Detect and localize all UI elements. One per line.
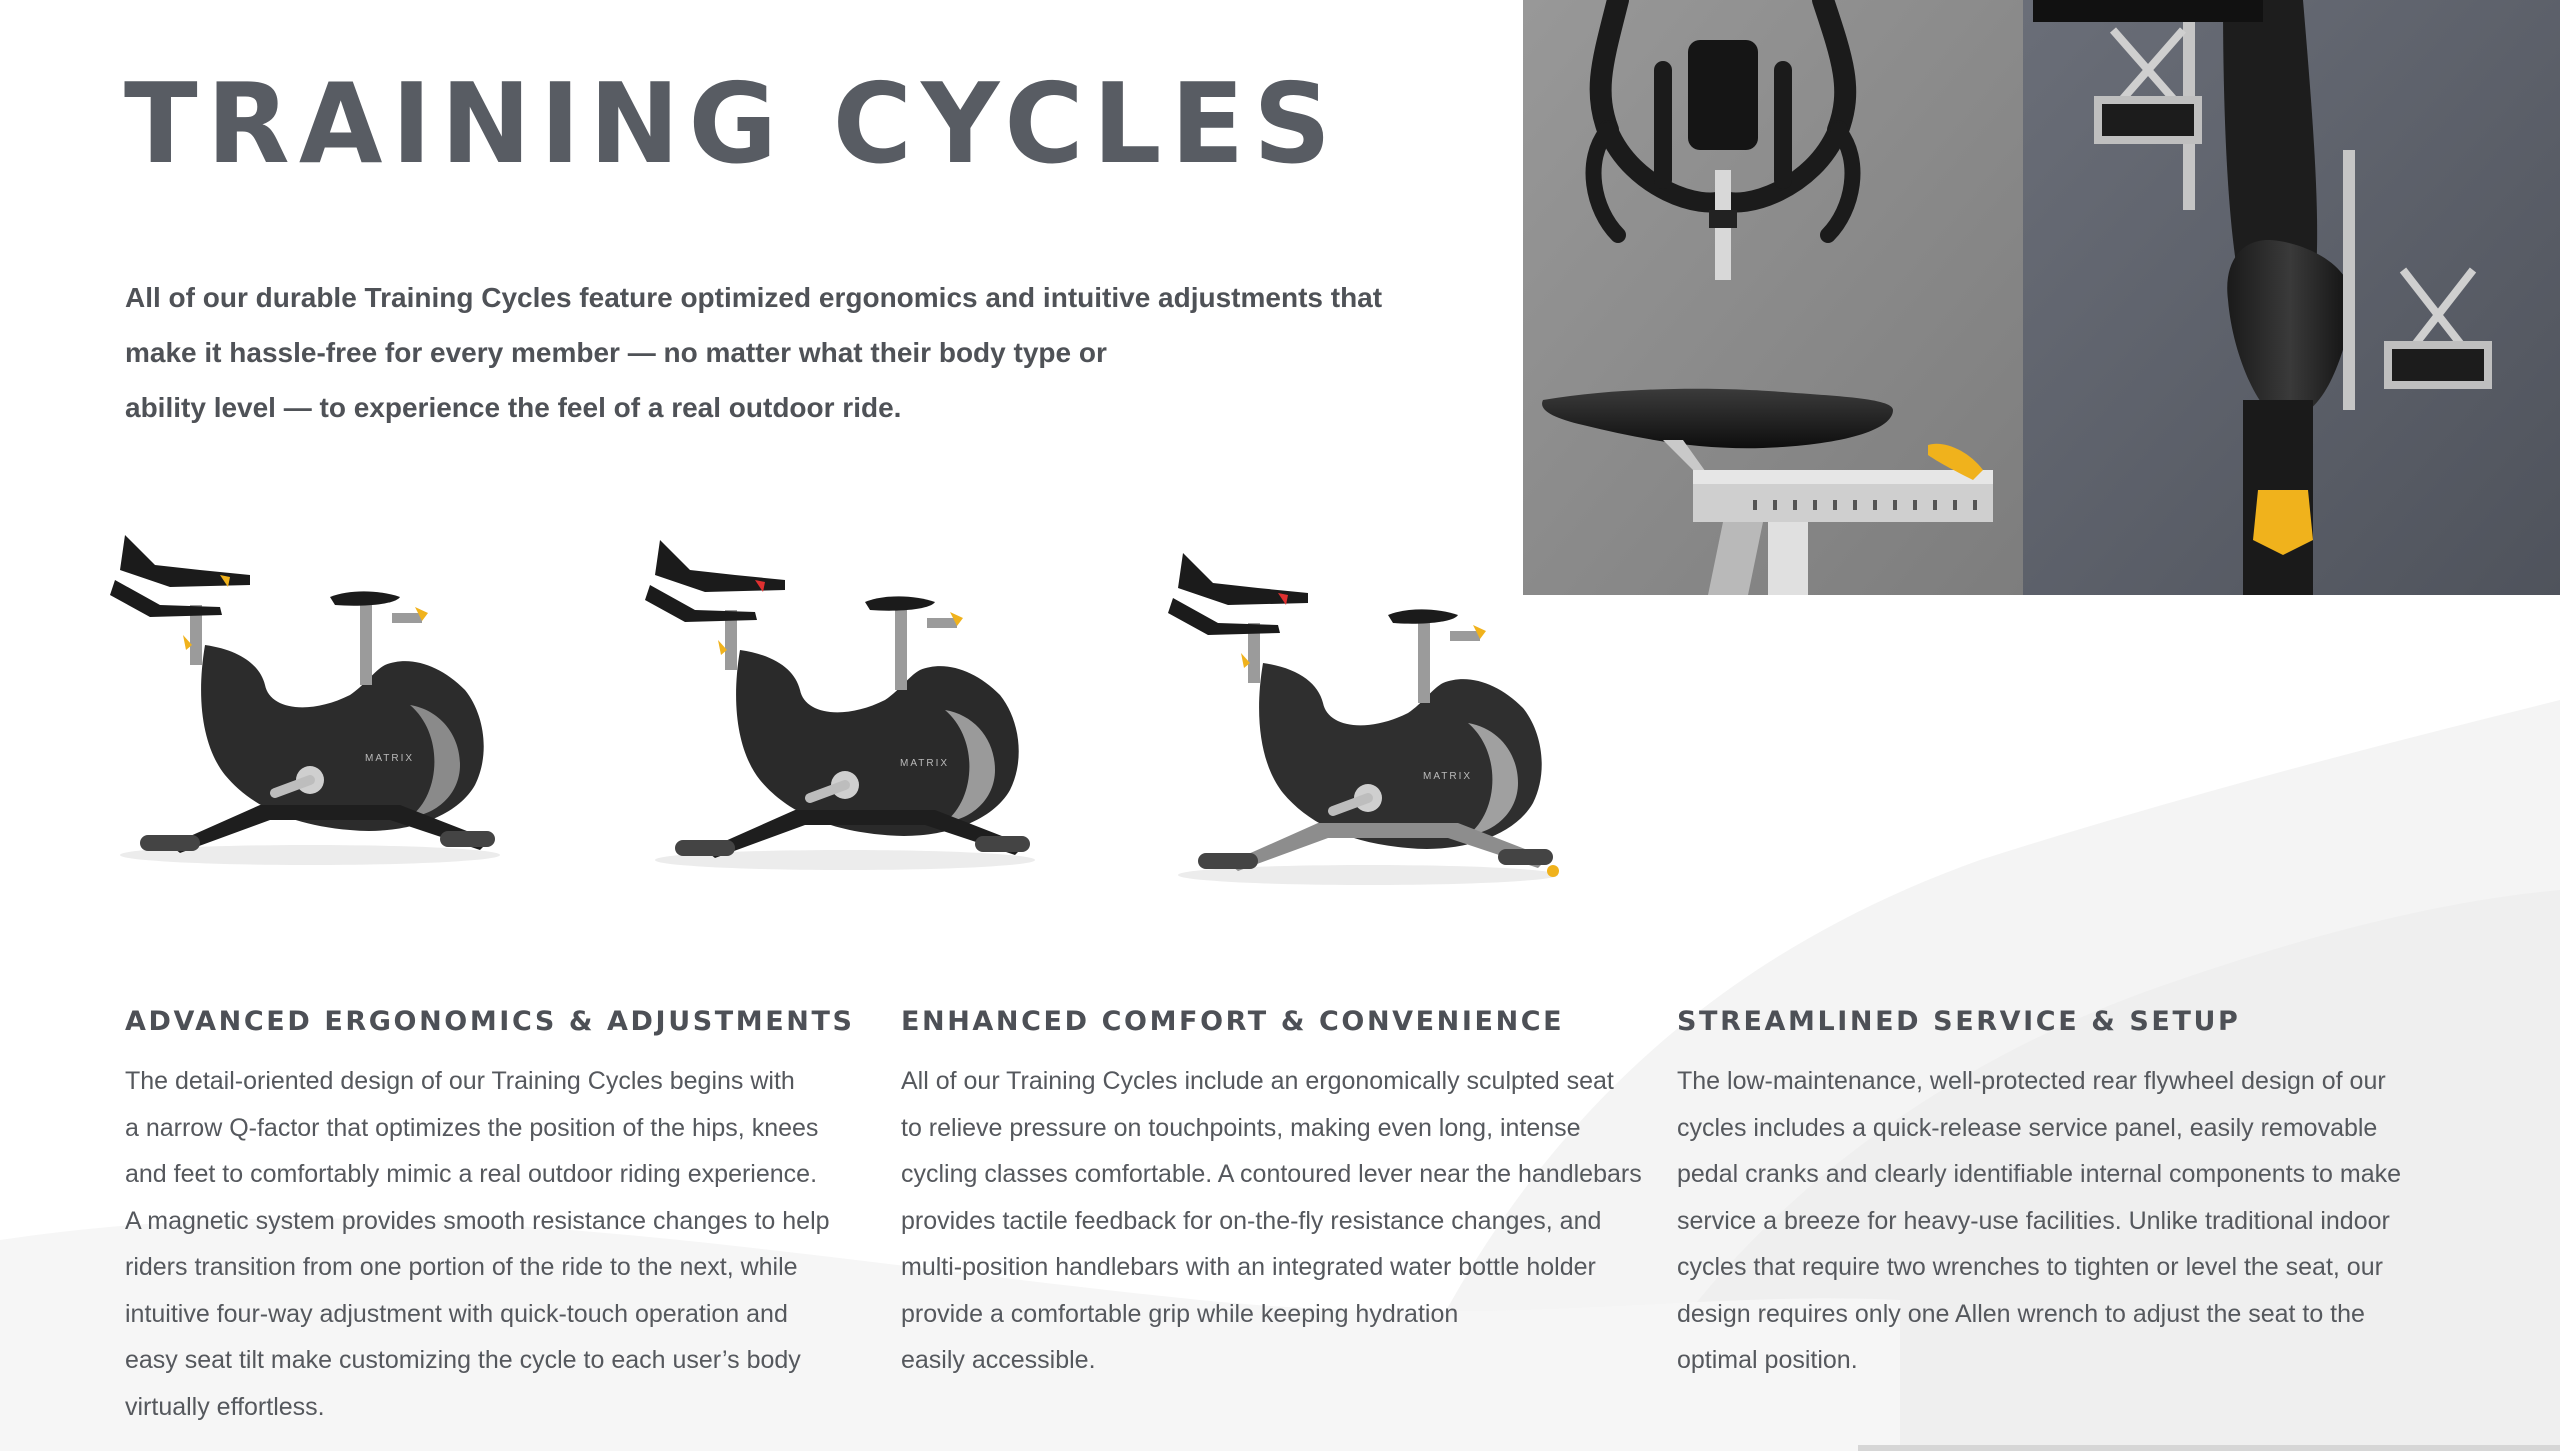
bike-brand: MATRIX — [900, 758, 950, 769]
feature-body — [901, 1058, 1641, 1384]
feature-line: provides tactile feedback for on-the-fly resistance changes, and — [901, 1206, 1602, 1235]
feature-line: cycling classes comfortable. A contoured lever near the handlebars — [901, 1160, 1642, 1188]
training-cycle-image-1 — [110, 535, 520, 875]
feature-line: The detail-oriented design of our Training Cycles begins with — [125, 1067, 795, 1095]
feature-ergonomics — [125, 1000, 865, 1430]
bottom-divider — [1858, 1445, 2560, 1451]
training-cycle-image-3 — [1168, 553, 1578, 893]
intro-paragraph — [125, 270, 1525, 435]
feature-body — [125, 1058, 865, 1430]
feature-line: riders transition from one portion of the ride to the next, while — [125, 1253, 798, 1281]
training-cycle-image-2 — [645, 540, 1055, 880]
feature-line: and feet to comfortably mimic a real outdoor riding experience. — [125, 1160, 818, 1188]
feature-heading: ADVANCED ERGONOMICS & ADJUSTMENTS — [125, 1006, 855, 1037]
bike-brand: MATRIX — [1423, 771, 1473, 782]
feature-heading: ENHANCED COMFORT & CONVENIENCE — [901, 1006, 1565, 1037]
page-title: TRAINING CYCLES — [124, 60, 1341, 189]
detail-photo-collage — [1523, 0, 2560, 595]
feature-heading: STREAMLINED SERVICE & SETUP — [1677, 1006, 2241, 1037]
feature-line: The low-maintenance, well-protected rear flywheel design of our — [1677, 1067, 2386, 1095]
feature-service — [1677, 1000, 2417, 1384]
feature-line: design requires only one Allen wrench to adjust the seat to the — [1677, 1299, 2365, 1328]
intro-line: ability level — to experience the feel of a real outdoor ride. — [125, 392, 902, 423]
feature-line: intuitive four-way adjustment with quick-touch operation and — [125, 1299, 788, 1328]
feature-line: cycles that require two wrenches to tighten or level the seat, our — [1677, 1253, 2383, 1281]
feature-line: provide a comfortable grip while keeping hydration — [901, 1299, 1459, 1328]
feature-line: multi-position handlebars with an integrated water bottle holder — [901, 1253, 1596, 1281]
feature-line: to relieve pressure on touchpoints, making even long, intense — [901, 1113, 1581, 1142]
feature-line: A magnetic system provides smooth resistance changes to help — [125, 1206, 830, 1235]
feature-line: pedal cranks and clearly identifiable internal components to make — [1677, 1160, 2402, 1188]
intro-line: make it hassle-free for every member — no matter what their body type or — [125, 337, 1107, 368]
feature-line: service a breeze for heavy-use facilities. Unlike traditional indoor — [1677, 1206, 2390, 1235]
feature-line: All of our Training Cycles include an ergonomically sculpted seat — [901, 1067, 1614, 1095]
feature-line: a narrow Q-factor that optimizes the position of the hips, knees — [125, 1113, 819, 1142]
feature-comfort — [901, 1000, 1641, 1384]
feature-line: cycles includes a quick-release service panel, easily removable — [1677, 1113, 2378, 1142]
feature-body — [1677, 1058, 2417, 1384]
bike-brand: MATRIX — [365, 753, 415, 764]
feature-line: easy seat tilt make customizing the cycle to each user’s body — [125, 1346, 801, 1374]
feature-line: optimal position. — [1677, 1346, 1858, 1374]
feature-line: easily accessible. — [901, 1346, 1096, 1374]
feature-line: virtually effortless. — [125, 1392, 325, 1421]
intro-line: All of our durable Training Cycles feature optimized ergonomics and intuitive adjustments that — [125, 282, 1383, 313]
